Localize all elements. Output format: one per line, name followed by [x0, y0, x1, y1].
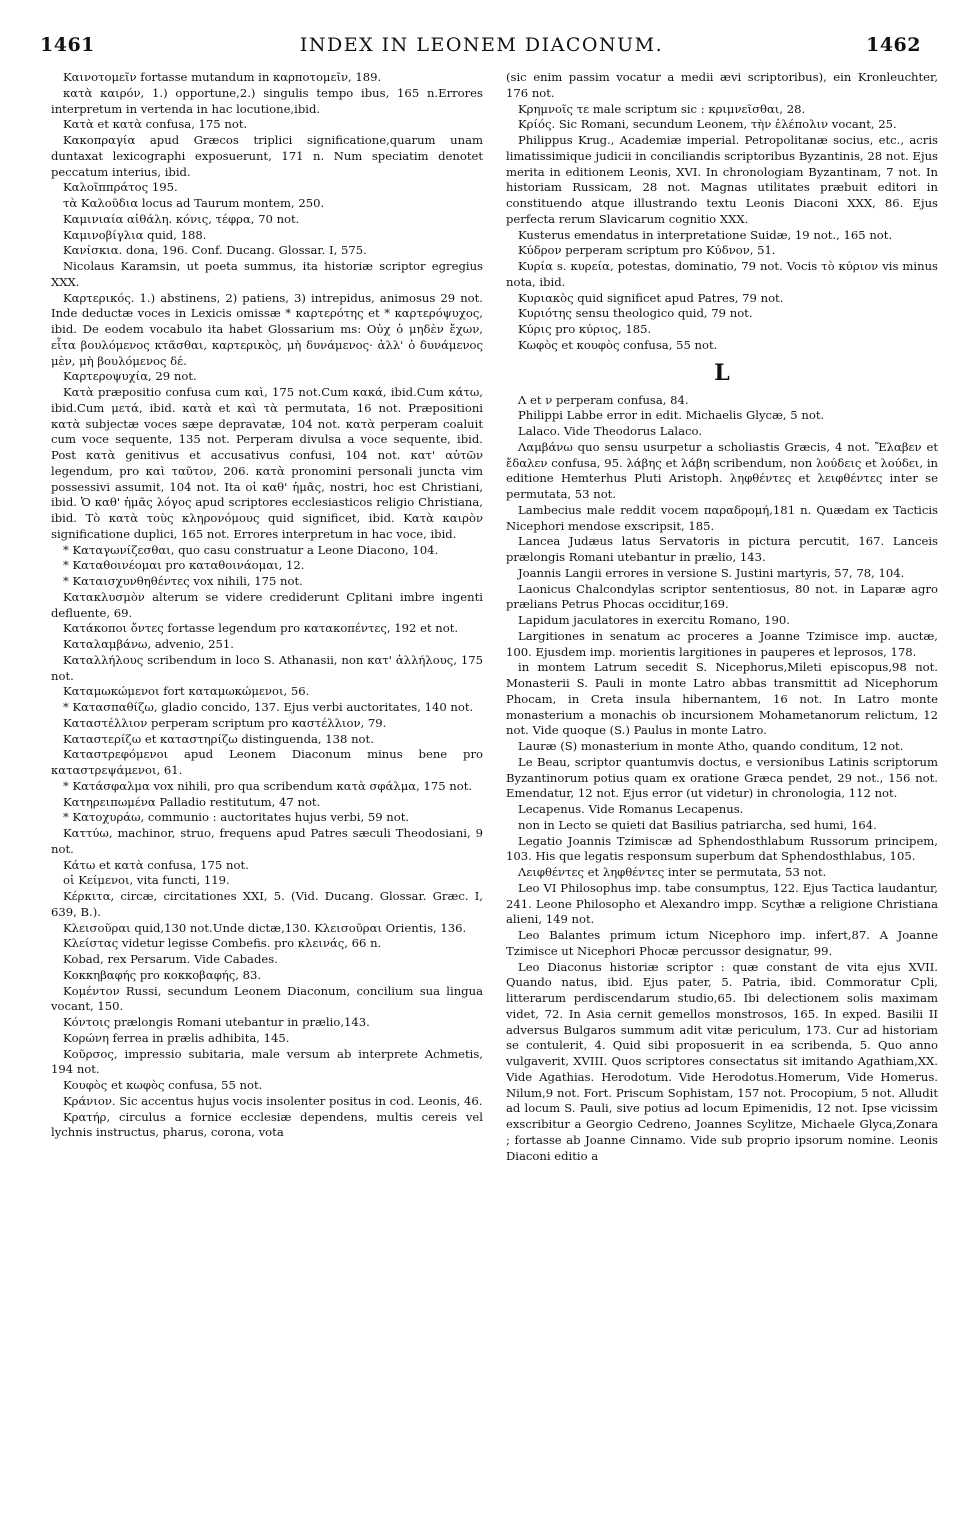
index-entry: Lambecius male reddit vocem παραδρομή,181 n. Quædam ex Tacticis Nicephori mendose exscripsit, 185.: [506, 502, 938, 533]
index-entry: Nicolaus Karamsin, ut poeta summus, ita historiæ scriptor egregius XXX.: [51, 259, 483, 289]
index-entry: Lancea Judæus latus Servatoris in pictura percutit, 167. Lanceis prælongis Romani utebantur in prælio, 143.: [506, 534, 938, 564]
index-entry: Κύδρον perperam scriptum pro Κύδνον, 51.: [518, 243, 776, 258]
index-entry: τὰ Καλοῦδια locus ad Taurum montem, 250.: [63, 196, 325, 210]
index-entry: κατὰ καιρόν, 1.) opportune,2.) singulis tempo ibus, 165 n.Errores interpretum in vertenda in hac locutione,ibid.: [51, 85, 483, 116]
index-entry: Κέρκιτα, circæ, circitationes XXI, 5. (Vid. Ducang. Glossar. Græc. I, 639, B.).: [51, 889, 483, 919]
index-entry: Κρίός. Sic Romani, secundum Leonem, τὴν ἑλέπολιν vocant, 25.: [518, 117, 897, 132]
index-entry: Καινοτομεῖν fortasse mutandum in καρποτομεῖν, 189.: [63, 70, 382, 84]
index-entry: Lauræ (S) monasterium in monte Atho, quando conditum, 12 not.: [518, 739, 904, 753]
index-entry: Le Beau, scriptor quantumvis doctus, e versionibus Latinis scriptorum Byzantinorum potius quam ex oratione Græca pendet, 29 not., 156 not. Emendatur, 12 not. Ejus error (ut videtur) in chronologia, 112 not.: [506, 754, 938, 801]
index-entry: Κανίσκια. dona, 196. Conf. Ducang. Glossar. I, 575.: [63, 243, 367, 258]
index-entry: Κράνιον. Sic accentus hujus vocis insolenter positus in cod. Leonis, 46.: [63, 1093, 483, 1108]
right-index-column: [506, 70, 938, 1530]
index-entry: Κωφὸς et κουφὸς confusa, 55 not.: [518, 337, 718, 352]
index-entry: Κρατήρ, circulus a fornice ecclesiæ dependens, multis cereis vel lychnis instructus, pharus, corona, vota: [51, 1109, 483, 1140]
running-title: INDEX IN LEONEM DIACONUM.: [299, 34, 664, 56]
k-entries-continued: [506, 70, 938, 354]
index-entry: Kobad, rex Persarum. Vide Cabades.: [63, 952, 278, 966]
index-entry: Καταστρεφόμενοι apud Leonem Diaconum minus bene pro καταστρεψάμενοι, 61.: [51, 747, 483, 777]
index-entry: Leo Diaconus historiæ scriptor : quæ constant de vita ejus XVII. Quando natus, ibid. Ejus pater, 5. Patria, ibid. Commoratur Cpli, litterarum perdiscendarum studio,65. Ibi delectionem solis maximam videt, 72. In Asia cernit gemellos monstrosos, 165. In exped. Basilii II adversus Bulgaros summum adit vitæ periculum, 173. Cur ad historiam se contulerit, 4. Quid sibi proposuerit in ea scribenda, 5. Quo anno vulgaverit, XVIII. Quos scriptores consectatus sit imitando Agathiam,XX. Vide Agathias. Herodotum. Vide Herodotus.Homerum, Vide Homerus. Nilum,9 not. Fort. Priscum Sophistam, 157 not. Procopium, 5 not. Alludit ad locum S. Pauli, sive potius ad locum Epimenidis, 12 not. Ipse vicissim exscribitur a Georgio Cedreno, Joannes Scylitze, Michaele Glyca,Zonara ; fortasse ab Joanne Cinnamo. Vide sub proprio ipsorum nomine. Leonis Diaconi editio a: [506, 959, 938, 1163]
index-entry: * Καταθοινέομαι pro καταθοινάομαι, 12.: [63, 558, 305, 573]
index-entry: Lapidum jaculatores in exercitu Romano, 190.: [518, 613, 790, 627]
index-entry: Κατηρειπωμένα Palladio restitutum, 47 not.: [63, 794, 321, 809]
index-entry: Κατὰ præpositio confusa cum καὶ, 175 not.Cum κακά, ibid.Cum κάτω, ibid.Cum μετά, ibid. κατὰ et καὶ τὰ permutata, 16 not. Præpositioni κατὰ subjectæ voces sæpe depravatæ, 104 not. κατὰ perperam coaluit cum voce sequente, 135 not. Perperam divulsa a voce sequente, ibid. Post κατὰ genitivus et accusativus confusi, 104 not. κατ' αὐτῶν legendum, pro καὶ ταῦτον, 206. κατὰ pronomini personali juncta vim possessivi assumit, 104 not. Ita οἱ καθ' ἡμᾶς, nostri, hoc est Christiani, ibid. Ὁ καθ' ἡμᾶς λόγος apud scriptores ecclesiasticos religio Christiana, ibid. Τὸ κατὰ τοὺς κληρονόμους quid significet, ibid. Κατὰ καιρὸν significatione duplici, 165 not. Errores interpretum in hac voce, ibid.: [51, 385, 483, 541]
index-entry: Καρτερικός. 1.) abstinens, 2) patiens, 3) intrepidus, animosus 29 not. Inde deductæ voces in Lexicis omissæ * καρτερότης et * καρτερόψυχος, ibid. De eodem vocabulo ita habet Glossarium ms: Οὐχ ὁ μηδὲν ἔχων, εἶτα βουλόμενος κτᾶσθαι, καρτερικὸς, μὴ δυνάμενος· ἀλλ' ὁ δυνάμενος μὲν, μὴ βουλόμενος δέ.: [51, 290, 483, 368]
index-entry: Κουφὸς et κωφὸς confusa, 55 not.: [63, 1078, 263, 1092]
right-page-number: 1462: [866, 34, 921, 56]
index-entry: Lalaco. Vide Theodorus Lalaco.: [518, 424, 702, 438]
index-entry: * Καταισχυνθηθέντες vox nihili, 175 not.: [63, 574, 303, 588]
l-entries: [506, 393, 938, 1165]
index-entry: Lecapenus. Vide Romanus Lecapenus.: [518, 802, 744, 816]
index-entry: Joannis Langii errores in versione S. Justini martyris, 57, 78, 104.: [518, 565, 905, 580]
index-entry: Κόντοις prælongis Romani utebantur in prælio,143.: [63, 1015, 370, 1029]
index-entry: * Κατοχυράω, communio : auctoritates hujus verbi, 59 not.: [63, 810, 410, 825]
index-entry: Κρημνοῖς τε male scriptum sic : κριμνεῖσθαι, 28.: [518, 101, 806, 116]
index-entry: Largitiones in senatum ac proceres a Joanne Tzimisce imp. auctæ, 100. Ejusdem imp. morientis largitiones in pauperes et leprosos, 178.: [506, 628, 938, 659]
index-entry: Κυριακὸς quid significet apud Patres, 79 not.: [518, 290, 784, 305]
index-entry: Λειφθέντες et ληφθέντες inter se permutata, 53 not.: [518, 865, 827, 879]
left-index-column: [51, 70, 483, 1530]
index-entry: Καταλλήλους scribendum in loco S. Athanasii, non κατ' ἀλλήλους, 175 not.: [51, 652, 483, 683]
index-entry: Καταμωκώμενοι fort καταμωκώμενοι, 56.: [63, 684, 310, 699]
index-entry: in montem Latrum secedit S. Nicephorus,Mileti episcopus,98 not. Monasterii S. Pauli in monte Latro abbas transmittit ad Nicephorum Phocam, in Creta insula hibernantem, 16 not. In Latro monte monasterium a monachis ob incursionem Mohametanorum relictum, 12 not. Vide quoque (S.) Paulus in monte Latro.: [506, 660, 938, 738]
index-entry: Κύρις pro κύριος, 185.: [518, 322, 652, 336]
index-entry: Leo Balantes primum ictum Nicephoro imp. infert,87. A Joanne Tzimisce ut Nicephori Phocæ percussor designatur, 99.: [506, 928, 938, 958]
index-entry: Κακοπραγία apud Græcos triplici significatione,quarum unam duntaxat lexicographi exposuerunt, 171 n. Num speciatim denotet peccatum interius, ibid.: [51, 133, 483, 179]
index-entry: Κυριότης sensu theologico quid, 79 not.: [518, 306, 753, 321]
index-entry: Κάτω et κατὰ confusa, 175 not.: [63, 857, 249, 872]
index-entry: Καμινιαία αἰθάλη. κόνις, τέφρα, 70 not.: [63, 211, 300, 226]
index-entry: Καμινοβίγλια quid, 188.: [63, 227, 207, 242]
index-entry: Κατάκοποι ὄντες fortasse legendum pro κατακοπέντες, 192 et not.: [63, 621, 459, 636]
index-entry: Κορώνη ferrea in prælis adhibita, 145.: [63, 1030, 290, 1045]
index-entry: Laonicus Chalcondylas scriptor sententiosus, 80 not. in Laparæ agro prælians Petrus Phocas occiditur,169.: [506, 581, 938, 612]
index-entry: Philippi Labbe error in edit. Michaelis Glycæ, 5 not.: [518, 408, 825, 423]
index-entry: Λ et ν perperam confusa, 84.: [518, 392, 689, 407]
index-entry: Κομέντον Russi, secundum Leonem Diaconum, concilium sua lingua vocant, 150.: [51, 983, 483, 1014]
index-entry: Leo VI Philosophus imp. tabe consumptus, 122. Ejus Tactica laudantur, 241. Leone Philosopho et Alexandro impp. Scythæ a religione Christiana alieni, 149 not.: [506, 880, 938, 927]
index-entry: Κατακλυσμὸν alterum se videre crediderunt Cplitani imbre ingenti defluente, 69.: [51, 589, 483, 620]
index-entry: Καλοῖππράτος 195.: [63, 180, 178, 195]
index-entry: οἱ Κείμενοι, vita functi, 119.: [63, 873, 230, 888]
index-entry: Philippus Krug., Academiæ imperial. Petropolitanæ socius, etc., acris limatissimique judicii in conciliandis scriptoribus Byzantinis, 28 not. Ejus merita in editionem Leonis, XVI. In chronologiam Byzantinam, 7 not. In historiam Russicam, 28 not. Magnas utilitates præbuit editori in constituendo atque illustrando textu Leonis Diaconi XXX, 86. Ejus perfecta rerum Slavicarum cognitio XXX.: [506, 133, 938, 226]
index-entry: Κλεισοῦραι quid,130 not.Unde dictæ,130. Κλεισοῦραι Orientis, 136.: [63, 920, 467, 935]
left-page-number: 1461: [40, 34, 95, 56]
index-entry: * Κατασπαθίζω, gladio concido, 137. Ejus verbi auctoritates, 140 not.: [63, 700, 474, 714]
index-entry: Κατὰ et κατὰ confusa, 175 not.: [63, 117, 248, 132]
index-entry: Kusterus emendatus in interpretatione Suidæ, 19 not., 165 not.: [518, 227, 893, 242]
index-entry: Καταλαμβάνω, advenio, 251.: [63, 637, 234, 651]
index-entry: Legatio Joannis Tzimiscæ ad Sphendosthlabum Russorum principem, 103. His que legatis responsum superbum dat Sphendosthlabus, 105.: [506, 833, 938, 864]
index-entry: Καρτεροψυχία, 29 not.: [63, 369, 197, 384]
index-entry: Καττύω, machinor, struo, frequens apud Patres sæculi Theodosiani, 9 not.: [51, 826, 483, 856]
index-entry: non in Lecto se quieti dat Basilius patriarcha, sed humi, 164.: [518, 817, 877, 832]
index-entry: Κοῦρσος, impressio subitaria, male versum ab interprete Achmetis, 194 not.: [51, 1046, 483, 1077]
index-entry: Κλείστας videtur legisse Combefis. pro κλεινάς, 66 n.: [63, 936, 382, 951]
index-entry: (sic enim passim vocatur a medii ævi scriptoribus), ein Kronleuchter, 176 not.: [506, 70, 938, 100]
index-entry: Κοκκηβαφής pro κοκκοβαφής, 83.: [63, 967, 262, 982]
index-entry: * Καταγωνίζεσθαι, quo casu construatur a Leone Diacono, 104.: [63, 542, 439, 557]
index-entry: Λαμβάνω quo sensu usurpetur a scholiastis Græcis, 4 not. Ἔλαβεν et ἔδαλεν confusa, 95. λάβης et λάβη scribendum, non λούδεις et λούδει, in editione Hemterhus Pluti Aristoph. ληφθέντες et λειφθέντες inter se permutata, 53 not.: [506, 439, 938, 501]
section-letter-l: L: [714, 359, 730, 386]
index-entry: Κυρία s. κυρεία, potestas, dominatio, 79 not. Vocis τὸ κύριον vis minus nota, ibid.: [506, 259, 938, 289]
index-entry: Καταστερίζω et καταστηρίζω distinguenda, 138 not.: [63, 731, 374, 746]
index-entry: * Κατάσφαλμα vox nihili, pro qua scribendum κατὰ σφάλμα, 175 not.: [63, 778, 473, 793]
index-entry: Καταστέλλιον perperam scriptum pro καστέλλιον, 79.: [63, 715, 387, 730]
